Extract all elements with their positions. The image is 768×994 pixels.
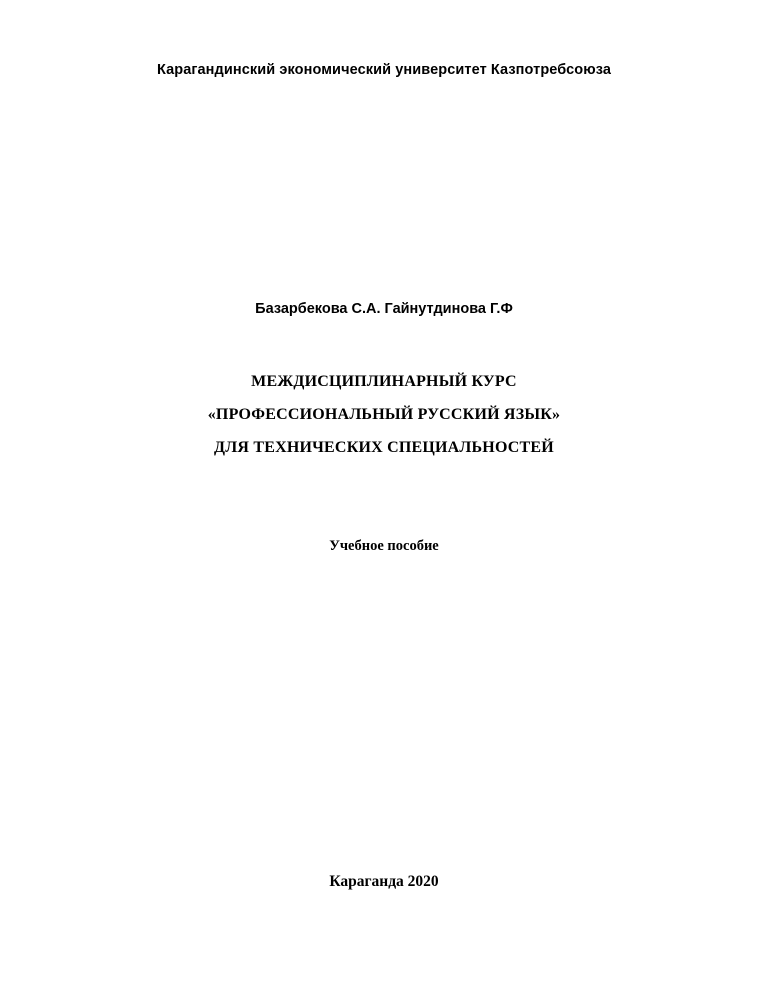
document-subtitle: Учебное пособие [329,538,439,554]
title-line-3: ДЛЯ ТЕХНИЧЕСКИХ СПЕЦИАЛЬНОСТЕЙ [214,439,554,456]
title-line-1: МЕЖДИСЦИПЛИНАРНЫЙ КУРС [251,373,517,390]
imprint-city-year: Караганда 2020 [329,873,439,890]
authors-line: Базарбекова С.А. Гайнутдинова Г.Ф [255,301,513,317]
page-title [0,365,768,464]
publisher-university-line: Карагандинский экономический университет Казпотребсоюза [156,62,612,78]
title-line-2: «ПРОФЕССИОНАЛЬНЫЙ РУССКИЙ ЯЗЫК» [207,406,561,423]
